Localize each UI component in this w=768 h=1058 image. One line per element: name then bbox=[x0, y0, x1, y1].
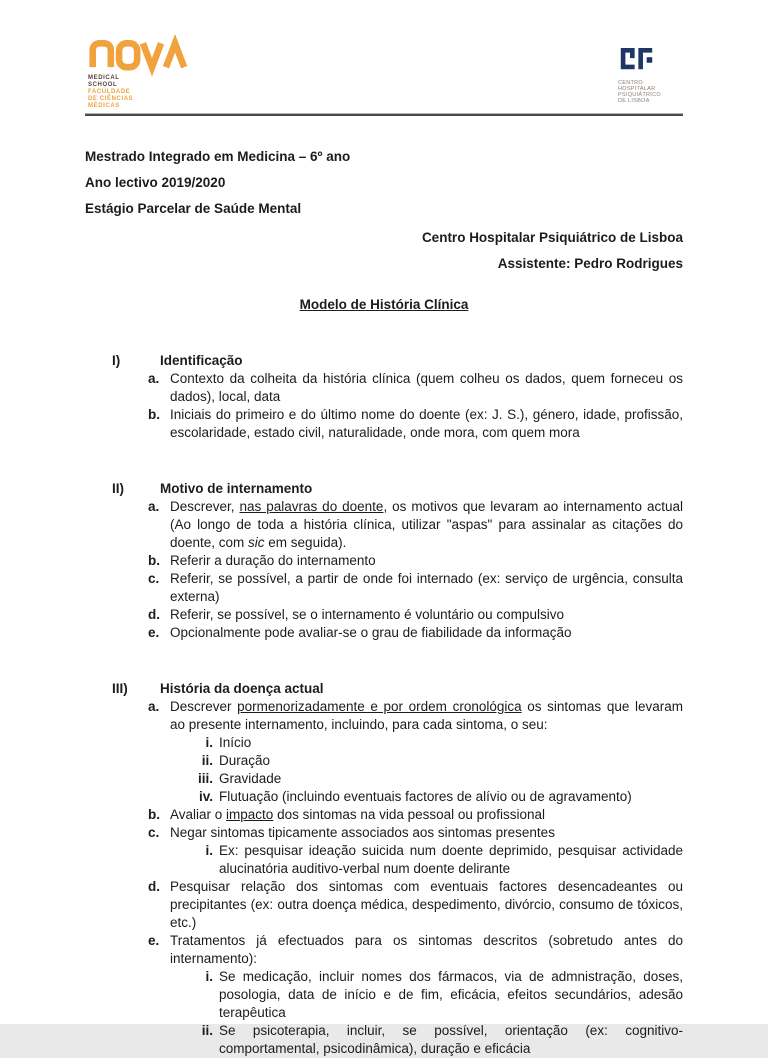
sub-item-text: Gravidade bbox=[219, 771, 282, 786]
sub-item-text: Se psicoterapia, incluir, se possível, orientação (ex: cognitivo-comportamental, psicodinâmica), duração e eficácia bbox=[219, 1023, 683, 1056]
header-divider bbox=[85, 113, 683, 116]
logo-caption-line: DE LISBOA bbox=[617, 98, 650, 104]
list-item bbox=[85, 570, 683, 606]
nova-wordmark-icon bbox=[88, 40, 188, 68]
text-segment: Iniciais do primeiro e do último nome do doente (ex: J. S.), género, idade, profissão, escolaridade, estado civil, naturalidade, onde mora, com quem mora bbox=[170, 407, 683, 440]
text-segment-underlined: pormenorizadamente e por ordem cronológica bbox=[237, 699, 522, 714]
logo-caption-line: DE CIÊNCIAS bbox=[88, 96, 134, 102]
section-title: História da doença actual bbox=[160, 681, 324, 696]
hospital-name-line: Centro Hospitalar Psiquiátrico de Lisboa bbox=[421, 230, 683, 245]
sub-item-text: Início bbox=[219, 735, 252, 750]
nova-medical-school-logo bbox=[88, 40, 188, 110]
sub-item-label: i. bbox=[205, 735, 213, 750]
sub-item-label: iv. bbox=[198, 789, 213, 804]
section-motivo-internamento bbox=[85, 480, 683, 642]
list-item bbox=[85, 370, 683, 406]
course-degree-line: Mestrado Integrado em Medicina – 6º ano bbox=[85, 149, 351, 164]
sub-item-text: Ex: pesquisar ideação suicida num doente deprimido, pesquisar actividade alucinatória auditivo-verbal num doente delirante bbox=[219, 843, 683, 876]
section-identificacao bbox=[85, 352, 683, 442]
item-label: e. bbox=[148, 625, 160, 640]
text-segment: Negar sintomas tipicamente associados aos sintomas presentes bbox=[170, 825, 555, 840]
text-segment: Referir a duração do internamento bbox=[170, 553, 376, 568]
item-label: d. bbox=[148, 607, 160, 622]
item-label: a. bbox=[148, 371, 160, 386]
sub-item-label: iii. bbox=[197, 771, 213, 786]
course-info bbox=[85, 147, 683, 273]
list-item bbox=[85, 624, 683, 642]
chpl-logo bbox=[618, 46, 661, 104]
text-segment: Referir, se possível, se o internamento é voluntário ou compulsivo bbox=[170, 607, 564, 622]
course-year-line: Ano lectivo 2019/2020 bbox=[85, 175, 226, 190]
sub-item-text: Flutuação (incluindo eventuais factores de alívio ou de agravamento) bbox=[219, 789, 632, 804]
text-segment: em seguida). bbox=[264, 535, 347, 550]
item-label: d. bbox=[148, 879, 160, 894]
sub-list-item bbox=[85, 770, 683, 788]
logo-caption-line: FACULDADE bbox=[88, 89, 131, 95]
sub-item-label: i. bbox=[205, 969, 213, 984]
page-title: Modelo de História Clínica bbox=[299, 297, 469, 312]
list-item bbox=[85, 932, 683, 968]
text-segment: Tratamentos já efectuados para os sintomas descritos (sobretudo antes do internamento): bbox=[170, 933, 683, 966]
logo-caption-line: MEDICAL bbox=[88, 75, 120, 81]
section-number: I) bbox=[112, 353, 121, 368]
text-segment-underlined: nas palavras do doente bbox=[239, 499, 384, 514]
list-item bbox=[85, 698, 683, 734]
sub-item-label: ii. bbox=[201, 1023, 213, 1038]
list-item bbox=[85, 552, 683, 570]
list-item bbox=[85, 406, 683, 442]
section-title: Identificação bbox=[160, 353, 243, 368]
text-segment: Pesquisar relação dos sintomas com eventuais factores desencadeantes ou precipitantes (ex: outra doença médica, despedimento, divórcio, consumo de tóxicos, etc.) bbox=[170, 879, 683, 930]
text-segment: Opcionalmente pode avaliar-se o grau de fiabilidade da informação bbox=[170, 625, 572, 640]
assistant-line: Assistente: Pedro Rodrigues bbox=[497, 256, 683, 271]
item-label: c. bbox=[148, 825, 160, 840]
page-header bbox=[85, 0, 683, 110]
sub-list-item bbox=[85, 734, 683, 752]
text-segment: Contexto da colheita da história clínica (quem colheu os dados, quem forneceu os dados), local, data bbox=[170, 371, 683, 404]
text-segment-underlined: impacto bbox=[226, 807, 274, 822]
section-number: III) bbox=[112, 681, 128, 696]
logo-caption-line: SCHOOL bbox=[88, 82, 118, 88]
text-segment-italic: sic bbox=[248, 535, 265, 550]
nova-logo-caption bbox=[88, 75, 188, 110]
chpl-emblem-icon bbox=[618, 46, 655, 73]
sub-item-label: i. bbox=[205, 843, 213, 858]
logo-caption-line: HOSPITALAR bbox=[617, 86, 656, 92]
sub-list-item bbox=[85, 842, 683, 878]
item-label: b. bbox=[148, 807, 160, 822]
sub-list-item bbox=[85, 752, 683, 770]
item-label: a. bbox=[148, 499, 160, 514]
text-segment: Descrever, bbox=[170, 499, 240, 514]
sub-list-item bbox=[85, 968, 683, 1022]
text-segment: os sintomas que levaram ao presente internamento, incluindo, para cada sintoma, o seu: bbox=[170, 699, 684, 732]
logo-caption-line: MÉDICAS bbox=[88, 103, 120, 109]
sub-item-label: ii. bbox=[201, 753, 213, 768]
list-item bbox=[85, 878, 683, 932]
section-title: Motivo de internamento bbox=[160, 481, 313, 496]
text-segment: , os motivos que levaram ao internamento actual (Ao longo de toda a história clínica, utilizar "aspas" para assinalar as citações do doente, com bbox=[170, 499, 684, 550]
list-item bbox=[85, 824, 683, 842]
text-segment: Referir, se possível, a partir de onde foi internado (ex: serviço de urgência, consulta externa) bbox=[170, 571, 683, 604]
section-historia-doenca-actual bbox=[85, 680, 683, 1058]
text-segment: Descrever bbox=[170, 699, 238, 714]
text-segment: Avaliar o bbox=[170, 807, 227, 822]
logo-caption-line: CENTRO bbox=[617, 80, 643, 86]
item-label: b. bbox=[148, 407, 160, 422]
sub-list-item bbox=[85, 788, 683, 806]
chpl-logo-caption bbox=[618, 80, 661, 104]
item-label: e. bbox=[148, 933, 160, 948]
sub-list-item bbox=[85, 1022, 683, 1058]
text-segment: dos sintomas na vida pessoal ou profissional bbox=[273, 807, 545, 822]
item-label: b. bbox=[148, 553, 160, 568]
sub-item-text: Se medicação, incluir nomes dos fármacos, via de admnistração, doses, posologia, data de início e de fim, eficácia, efeitos secundários, adesão terapêutica bbox=[219, 969, 683, 1020]
list-item bbox=[85, 606, 683, 624]
item-label: c. bbox=[148, 571, 160, 586]
list-item bbox=[85, 498, 683, 552]
section-number: II) bbox=[112, 481, 124, 496]
sub-item-text: Duração bbox=[219, 753, 271, 768]
hospital-info bbox=[85, 228, 683, 273]
list-item bbox=[85, 806, 683, 824]
course-internship-line: Estágio Parcelar de Saúde Mental bbox=[85, 201, 302, 216]
item-label: a. bbox=[148, 699, 160, 714]
logo-caption-line: PSIQUIÁTRICO bbox=[617, 92, 661, 98]
